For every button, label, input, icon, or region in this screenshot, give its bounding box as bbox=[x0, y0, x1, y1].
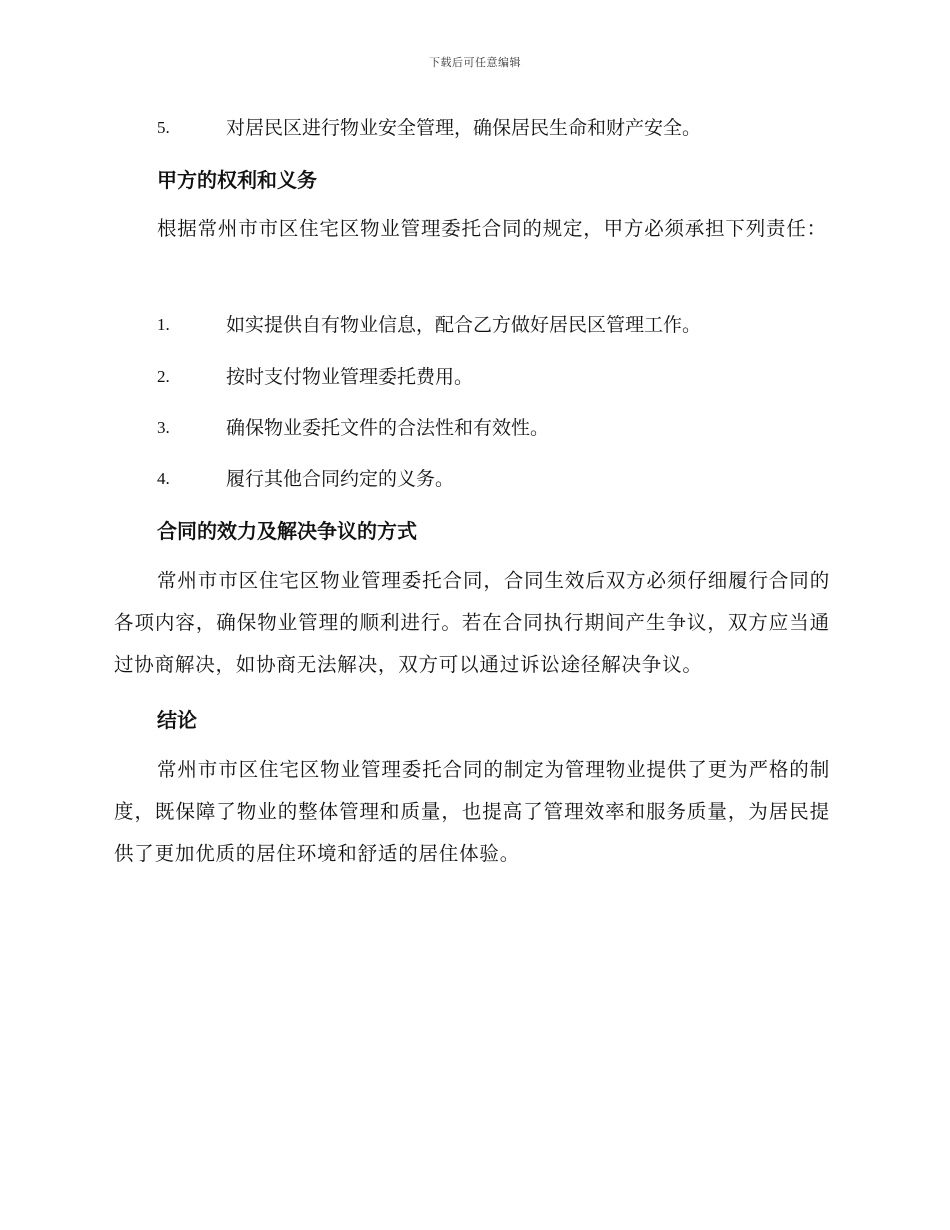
section-heading-dispute: 合同的效力及解决争议的方式 bbox=[157, 519, 417, 543]
page-header: 下载后可任意编辑 bbox=[429, 56, 521, 69]
section-body-paragraph: 常州市市区住宅区物业管理委托合同的制定为管理物业提供了更为严格的制度，既保障了物业的整体管理和质量，也提高了管理效率和服务质量，为居民提供了更加优质的居住环境和舒适的居住体验。 bbox=[114, 758, 830, 865]
list-item-number: 5. bbox=[157, 118, 170, 137]
list-item-text: 履行其他合同约定的义务。 bbox=[226, 468, 455, 490]
list-item-number: 2. bbox=[157, 367, 170, 386]
list-item-text: 按时支付物业管理委托费用。 bbox=[226, 366, 474, 388]
list-item-number: 3. bbox=[157, 418, 170, 437]
section-body-paragraph: 常州市市区住宅区物业管理委托合同，合同生效后双方必须仔细履行合同的各项内容，确保物业管理的顺利进行。若在合同执行期间产生争议，双方应当通过协商解决，如协商无法解决，双方可以通过诉讼途径解决争议。 bbox=[114, 569, 830, 676]
section-intro-paragraph: 根据常州市市区住宅区物业管理委托合同的规定，甲方必须承担下列责任： bbox=[157, 217, 827, 240]
list-item-number: 1. bbox=[157, 315, 170, 334]
section-heading-conclusion: 结论 bbox=[157, 708, 197, 732]
list-item-text: 如实提供自有物业信息，配合乙方做好居民区管理工作。 bbox=[226, 314, 702, 336]
list-item-text: 对居民区进行物业安全管理，确保居民生命和财产安全。 bbox=[226, 117, 702, 139]
list-item-text: 确保物业委托文件的合法性和有效性。 bbox=[226, 417, 550, 439]
list-item-number: 4. bbox=[157, 469, 170, 488]
section-heading-party-a: 甲方的权利和义务 bbox=[157, 168, 317, 192]
